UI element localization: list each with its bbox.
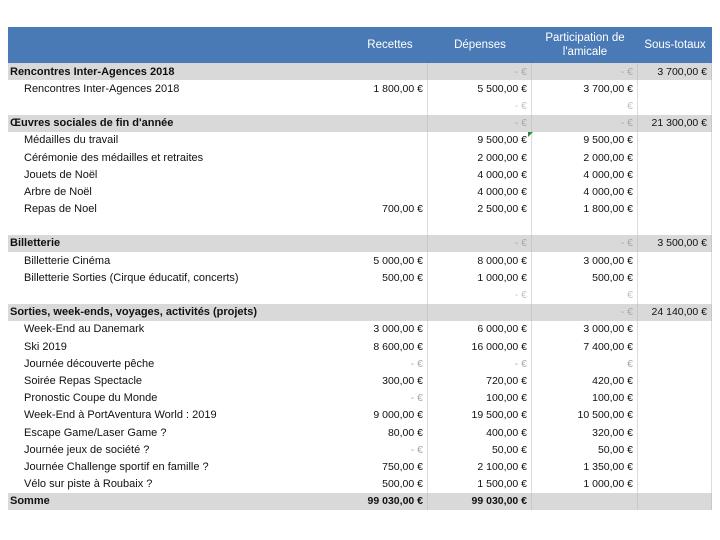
row-label[interactable]: Rencontres Inter-Agences 2018: [10, 65, 175, 78]
cell-participation[interactable]: - €: [532, 63, 638, 80]
cell-depenses[interactable]: 1 000,00 €: [428, 269, 532, 286]
cell-depenses[interactable]: 50,00 €: [428, 441, 532, 458]
section-row: [8, 115, 712, 132]
cell-depenses[interactable]: - €: [428, 355, 532, 372]
row-label[interactable]: Sorties, week-ends, voyages, activités (projets): [10, 306, 257, 319]
cell-depenses[interactable]: 100,00 €: [428, 390, 532, 407]
cell-participation[interactable]: 100,00 €: [532, 390, 638, 407]
table-row: [8, 355, 712, 372]
cell-depenses[interactable]: 6 000,00 €: [428, 321, 532, 338]
cell-depenses[interactable]: [428, 304, 532, 321]
cell-sous-total[interactable]: [638, 458, 712, 475]
cell-sous-total[interactable]: [638, 132, 712, 149]
row-label[interactable]: Journée Challenge sportif en famille ?: [24, 460, 209, 473]
cell-sous-total[interactable]: 24 140,00 €: [638, 304, 712, 321]
cell-participation[interactable]: 50,00 €: [532, 441, 638, 458]
cell-depenses[interactable]: 720,00 €: [428, 372, 532, 389]
cell-sous-total[interactable]: [638, 218, 712, 235]
cell-depenses[interactable]: - €: [428, 115, 532, 132]
section-row: [8, 235, 712, 252]
row-label[interactable]: Week-End à PortAventura World : 2019: [24, 409, 217, 422]
table-row: [8, 252, 712, 269]
cell-recettes[interactable]: [352, 166, 428, 183]
cell-depenses[interactable]: 99 030,00 €: [428, 493, 532, 510]
cell-sous-total[interactable]: 3 500,00 €: [638, 235, 712, 252]
cell-depenses[interactable]: 2 000,00 €: [428, 149, 532, 166]
cell-depenses[interactable]: - €: [428, 63, 532, 80]
cell-recettes[interactable]: 700,00 €: [352, 201, 428, 218]
cell-participation[interactable]: 500,00 €: [532, 269, 638, 286]
table-row: [8, 338, 712, 355]
row-label[interactable]: Médailles du travail: [24, 134, 119, 147]
cell-depenses[interactable]: 16 000,00 €: [428, 338, 532, 355]
cell-participation[interactable]: 320,00 €: [532, 424, 638, 441]
cell-recettes[interactable]: - €: [352, 441, 428, 458]
cell-participation[interactable]: 2 000,00 €: [532, 149, 638, 166]
cell-sous-total[interactable]: [638, 476, 712, 493]
cell-recettes[interactable]: [352, 183, 428, 200]
cell-recettes[interactable]: [352, 149, 428, 166]
cell-participation[interactable]: 1 350,00 €: [532, 458, 638, 475]
cell-depenses[interactable]: - €: [428, 286, 532, 303]
cell-depenses[interactable]: 1 500,00 €: [428, 476, 532, 493]
table-row: [8, 269, 712, 286]
cell-sous-total[interactable]: [638, 97, 712, 114]
cell-recettes[interactable]: 9 000,00 €: [352, 407, 428, 424]
cell-recettes[interactable]: 300,00 €: [352, 372, 428, 389]
cell-depenses[interactable]: 9 500,00 €: [428, 132, 532, 149]
table-row: [8, 476, 712, 493]
table-row: [8, 424, 712, 441]
cell-depenses[interactable]: 8 000,00 €: [428, 252, 532, 269]
cell-sous-total[interactable]: [638, 390, 712, 407]
cell-participation[interactable]: 420,00 €: [532, 372, 638, 389]
table-row: [8, 218, 712, 235]
cell-sous-total[interactable]: [638, 80, 712, 97]
cell-participation[interactable]: 1 000,00 €: [532, 476, 638, 493]
table-row: [8, 441, 712, 458]
cell-depenses[interactable]: 400,00 €: [428, 424, 532, 441]
table-row: [8, 458, 712, 475]
cell-recettes[interactable]: [352, 63, 428, 80]
cell-recettes[interactable]: [352, 97, 428, 114]
cell-depenses[interactable]: - €: [428, 235, 532, 252]
cell-recettes[interactable]: [352, 286, 428, 303]
cell-depenses[interactable]: 2 100,00 €: [428, 458, 532, 475]
header-recettes: Recettes: [367, 39, 413, 51]
table-body: [8, 63, 712, 510]
cell-participation[interactable]: 3 000,00 €: [532, 321, 638, 338]
table-row: [8, 321, 712, 338]
cell-recettes[interactable]: 500,00 €: [352, 269, 428, 286]
cell-recettes[interactable]: 8 600,00 €: [352, 338, 428, 355]
section-row: [8, 63, 712, 80]
cell-recettes[interactable]: [352, 235, 428, 252]
cell-sous-total[interactable]: [638, 424, 712, 441]
row-label[interactable]: Journée découverte pêche: [24, 357, 155, 370]
cell-sous-total[interactable]: [638, 355, 712, 372]
budget-spreadsheet: [8, 27, 712, 510]
row-label[interactable]: Ski 2019: [24, 340, 67, 353]
cell-participation[interactable]: - €: [532, 304, 638, 321]
table-row: [8, 201, 712, 218]
cell-participation[interactable]: [532, 493, 638, 510]
cell-depenses[interactable]: 2 500,00 €: [428, 201, 532, 218]
cell-recettes[interactable]: 500,00 €: [352, 476, 428, 493]
cell-sous-total[interactable]: [638, 201, 712, 218]
row-label[interactable]: Vélo sur piste à Roubaix ?: [24, 478, 153, 491]
cell-depenses[interactable]: 5 500,00 €: [428, 80, 532, 97]
cell-participation[interactable]: 3 700,00 €: [532, 80, 638, 97]
cell-sous-total[interactable]: 21 300,00 €: [638, 115, 712, 132]
cell-recettes[interactable]: 5 000,00 €: [352, 252, 428, 269]
cell-sous-total[interactable]: [638, 252, 712, 269]
cell-sous-total[interactable]: [638, 286, 712, 303]
header-label-cell: [8, 27, 352, 63]
cell-participation[interactable]: [532, 218, 638, 235]
cell-participation[interactable]: €: [532, 355, 638, 372]
cell-sous-total[interactable]: [638, 321, 712, 338]
cell-sous-total[interactable]: [638, 493, 712, 510]
header-depenses: Dépenses: [454, 39, 506, 51]
row-label[interactable]: Escape Game/Laser Game ?: [24, 426, 167, 439]
row-label[interactable]: Billetterie: [10, 237, 61, 250]
cell-recettes[interactable]: [352, 132, 428, 149]
cell-sous-total[interactable]: [638, 372, 712, 389]
table-row: [8, 97, 712, 114]
cell-recettes[interactable]: 80,00 €: [352, 424, 428, 441]
cell-sous-total[interactable]: [638, 183, 712, 200]
header-row: [8, 27, 712, 63]
cell-depenses[interactable]: [428, 218, 532, 235]
cell-recettes[interactable]: 3 000,00 €: [352, 321, 428, 338]
cell-recettes[interactable]: [352, 115, 428, 132]
cell-depenses[interactable]: 19 500,00 €: [428, 407, 532, 424]
cell-recettes[interactable]: 1 800,00 €: [352, 80, 428, 97]
header-sous-totaux: Sous-totaux: [644, 39, 706, 51]
row-label[interactable]: Somme: [10, 495, 50, 508]
cell-participation[interactable]: - €: [532, 115, 638, 132]
row-label[interactable]: Week-End au Danemark: [24, 323, 145, 336]
cell-participation[interactable]: 4 000,00 €: [532, 166, 638, 183]
table-row: [8, 390, 712, 407]
cell-participation[interactable]: 4 000,00 €: [532, 183, 638, 200]
row-label[interactable]: Arbre de Noël: [24, 185, 92, 198]
row-label[interactable]: Repas de Noel: [24, 203, 97, 216]
table-row: [8, 183, 712, 200]
cell-participation[interactable]: 7 400,00 €: [532, 338, 638, 355]
table-row: [8, 372, 712, 389]
section-row: [8, 304, 712, 321]
table-row: [8, 407, 712, 424]
row-label[interactable]: Cérémonie des médailles et retraites: [24, 151, 204, 164]
cell-recettes[interactable]: - €: [352, 355, 428, 372]
cell-recettes[interactable]: [352, 218, 428, 235]
table-row: [8, 166, 712, 183]
row-label[interactable]: Pronostic Coupe du Monde: [24, 392, 158, 405]
row-label[interactable]: Journée jeux de société ?: [24, 443, 150, 456]
row-label[interactable]: Billetterie Cinéma: [24, 254, 111, 267]
row-label[interactable]: Jouets de Noël: [24, 168, 98, 181]
cell-participation[interactable]: €: [532, 97, 638, 114]
cell-sous-total[interactable]: [638, 166, 712, 183]
row-label[interactable]: Soirée Repas Spectacle: [24, 374, 143, 387]
cell-sous-total[interactable]: [638, 149, 712, 166]
row-label[interactable]: Œuvres sociales de fin d'année: [10, 117, 174, 130]
cell-recettes[interactable]: - €: [352, 390, 428, 407]
cell-recettes[interactable]: 750,00 €: [352, 458, 428, 475]
cell-sous-total[interactable]: [638, 407, 712, 424]
cell-depenses[interactable]: - €: [428, 97, 532, 114]
cell-depenses[interactable]: 4 000,00 €: [428, 166, 532, 183]
row-label[interactable]: Rencontres Inter-Agences 2018: [24, 82, 180, 95]
total-row: [8, 493, 712, 510]
cell-comment-marker: [528, 132, 533, 137]
cell-sous-total[interactable]: [638, 441, 712, 458]
cell-sous-total[interactable]: [638, 269, 712, 286]
row-label[interactable]: Billetterie Sorties (Cirque éducatif, concerts): [24, 271, 239, 284]
cell-participation[interactable]: 10 500,00 €: [532, 407, 638, 424]
cell-sous-total[interactable]: [638, 338, 712, 355]
cell-participation[interactable]: 9 500,00 €: [532, 132, 638, 149]
cell-sous-total[interactable]: 3 700,00 €: [638, 63, 712, 80]
cell-depenses[interactable]: 4 000,00 €: [428, 183, 532, 200]
header-participation: Participation de l'amicale: [545, 32, 625, 58]
cell-participation[interactable]: - €: [532, 235, 638, 252]
cell-recettes[interactable]: [352, 304, 428, 321]
cell-recettes[interactable]: 99 030,00 €: [352, 493, 428, 510]
cell-participation[interactable]: 3 000,00 €: [532, 252, 638, 269]
cell-participation[interactable]: 1 800,00 €: [532, 201, 638, 218]
table-row: [8, 149, 712, 166]
table-row: [8, 286, 712, 303]
cell-participation[interactable]: €: [532, 286, 638, 303]
table-row: [8, 132, 712, 149]
table-row: [8, 80, 712, 97]
